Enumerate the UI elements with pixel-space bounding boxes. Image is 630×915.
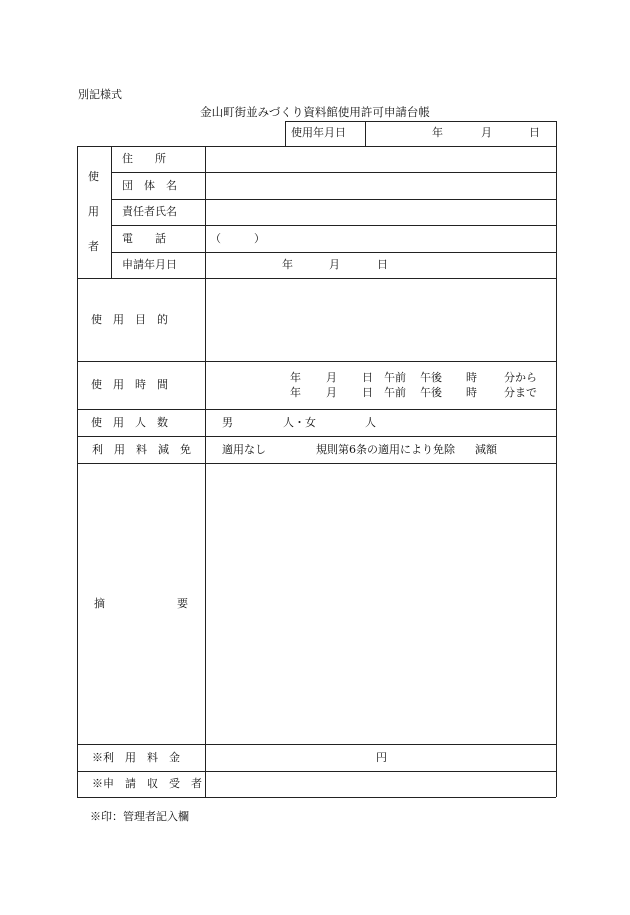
phone-field[interactable]: （ ） (210, 232, 265, 245)
use-date-year: 年 (432, 126, 443, 139)
receiver-field[interactable] (206, 772, 555, 796)
application-date-day: 日 (377, 258, 388, 271)
remarks-field[interactable] (206, 464, 555, 743)
headcount-label: 使 用 人 数 (91, 416, 168, 429)
application-date-label: 申請年月日 (122, 258, 177, 271)
use-time-label: 使 用 時 間 (91, 378, 168, 391)
use-date-month: 月 (481, 126, 492, 139)
purpose-label: 使 用 目 的 (91, 313, 168, 326)
remarks-label-left: 摘 (94, 597, 105, 610)
remarks-label-right: 要 (177, 597, 188, 610)
headcount-male: 男 (222, 416, 233, 429)
usage-fee-unit: 円 (376, 751, 387, 764)
form-title: 金山町街並みづくり資料館使用許可申請台帳 (200, 105, 430, 119)
use-date-day: 日 (529, 126, 540, 139)
user-label-char-3: 者 (88, 240, 99, 253)
form-label: 別記様式 (78, 88, 122, 101)
fee-reduction-option[interactable]: 減額 (475, 443, 497, 456)
use-date-input[interactable] (366, 122, 426, 145)
receiver-label: ※申 請 収 受 者 (92, 777, 202, 790)
use-date-label: 使用年月日 (291, 126, 346, 139)
responsible-person-field[interactable] (206, 200, 555, 225)
user-label-char-1: 使 (88, 170, 99, 183)
address-field[interactable] (206, 147, 555, 172)
usage-fee-label: ※利 用 料 金 (92, 751, 180, 764)
user-label-char-2: 用 (88, 205, 99, 218)
organization-field[interactable] (206, 173, 555, 198)
headcount-people-female: 人・女 (283, 416, 316, 429)
responsible-person-label: 責任者氏名 (122, 205, 177, 218)
phone-label: 電 話 (122, 232, 166, 245)
footnote: ※印：管理者記入欄 (90, 810, 189, 823)
headcount-people: 人 (365, 416, 376, 429)
organization-label: 団 体 名 (122, 179, 177, 192)
fee-not-applicable-option[interactable]: 適用なし (222, 443, 266, 456)
fee-reduction-label: 利 用 料 減 免 (92, 443, 191, 456)
purpose-field[interactable] (206, 279, 555, 360)
application-date-year: 年 (282, 258, 293, 271)
fee-exemption-option[interactable]: 規則第6条の適用により免除 (316, 443, 455, 456)
address-label: 住 所 (122, 152, 166, 165)
application-date-month: 月 (329, 258, 340, 271)
